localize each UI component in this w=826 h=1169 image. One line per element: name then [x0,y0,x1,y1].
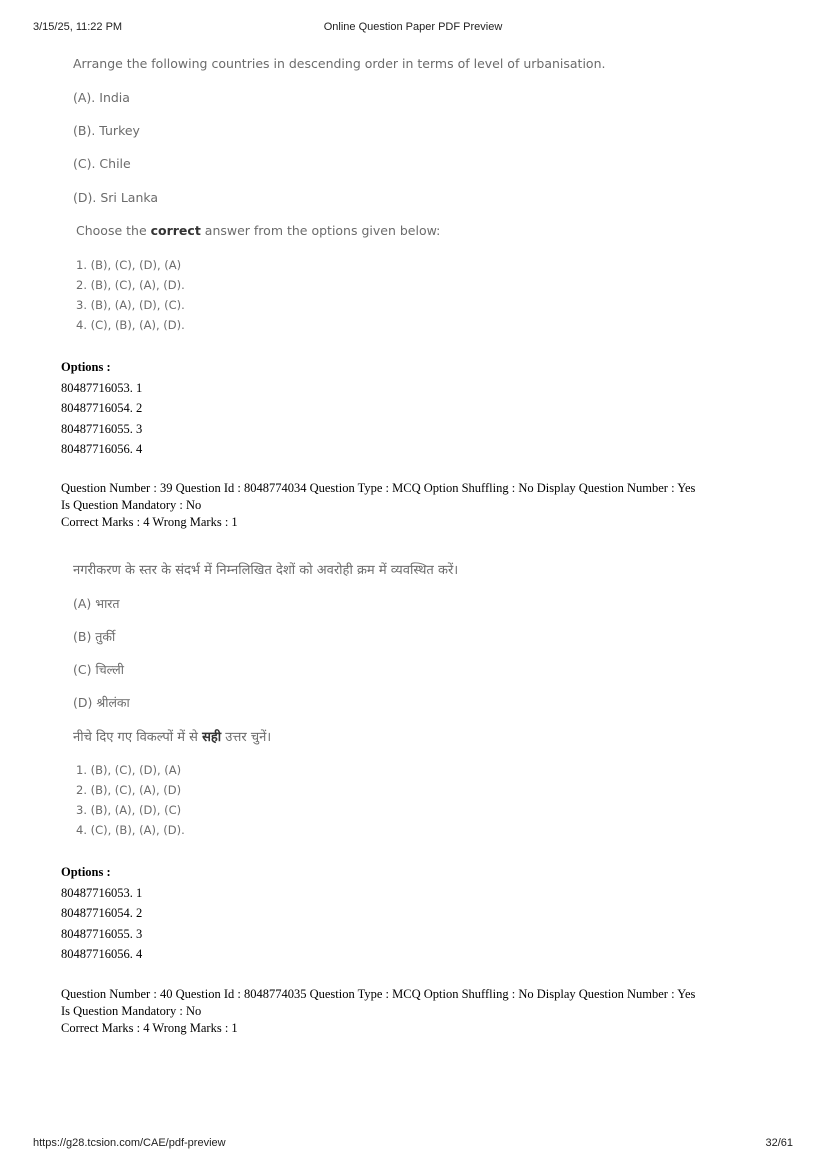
question-stem: नगरीकरण के स्तर के संदर्भ में निम्नलिखित देशों को अवरोही क्रम में व्यवस्थित करें। [73,563,459,578]
option-item: 80487716054. 2 [61,906,143,920]
list-item: (B). Turkey [73,123,140,138]
question-stem: Arrange the following countries in descending order in terms of level of urbanisation. [73,56,606,71]
list-item: (D). Sri Lanka [73,190,159,205]
question-38-options [61,357,781,460]
choose-instruction: Choose the correct answer from the options given below: [76,223,441,238]
list-item: (A). India [73,90,130,105]
options-label: Options : [61,865,111,879]
print-datetime: 3/15/25, 11:22 PM [33,21,123,33]
answer-choice: 3. (B), (A), (D), (C). [76,298,185,312]
page-url[interactable]: https://g28.tcsion.com/CAE/pdf-preview [33,1137,226,1149]
option-item: 80487716055. 3 [61,926,143,941]
option-item: 80487716055. 3 [61,421,143,436]
answer-choice: 3. (B), (A), (D), (C) [76,803,182,817]
marks-line: Correct Marks : 4 Wrong Marks : 1 [61,1021,238,1035]
question-info-line: Question Number : 40 Question Id : 8048774035 Question Type : MCQ Option Shuffling : No Display Question Number : Yes [61,987,696,1001]
option-item: 80487716053. 1 [61,380,143,395]
list-item: (A) भारत [73,596,120,611]
list-item: (D) श्रीलंका [73,695,130,710]
answer-choice: 4. (C), (B), (A), (D). [76,823,185,837]
mandatory-line: Is Question Mandatory : No [61,498,202,512]
option-item: 80487716053. 1 [61,885,143,900]
answer-choice: 2. (B), (C), (A), (D) [76,783,182,797]
list-item: (C) चिल्ली [73,662,124,677]
page-number: 32/61 [765,1137,793,1149]
question-info-line: Question Number : 39 Question Id : 8048774034 Question Type : MCQ Option Shuffling : No Display Question Number : Yes [61,481,696,495]
options-label: Options : [61,360,111,374]
marks-line: Correct Marks : 4 Wrong Marks : 1 [61,515,238,529]
answer-choice: 2. (B), (C), (A), (D). [76,278,185,292]
answer-choice: 1. (B), (C), (D), (A) [76,258,182,272]
page-title: Online Question Paper PDF Preview [323,21,503,33]
list-item: (C). Chile [73,156,131,171]
answer-choice: 4. (C), (B), (A), (D). [76,318,185,332]
question-39-options [61,862,781,965]
choose-instruction: नीचे दिए गए विकल्पों में से सही उत्तर चुनें। [73,730,272,745]
answer-choice: 1. (B), (C), (D), (A) [76,763,182,777]
list-item: (B) तुर्की [73,629,116,644]
question-39-meta [61,480,781,531]
mandatory-line: Is Question Mandatory : No [61,1004,202,1018]
question-40-meta [61,986,781,1037]
option-item: 80487716056. 4 [61,442,143,456]
option-item: 80487716056. 4 [61,947,143,961]
option-item: 80487716054. 2 [61,401,143,415]
